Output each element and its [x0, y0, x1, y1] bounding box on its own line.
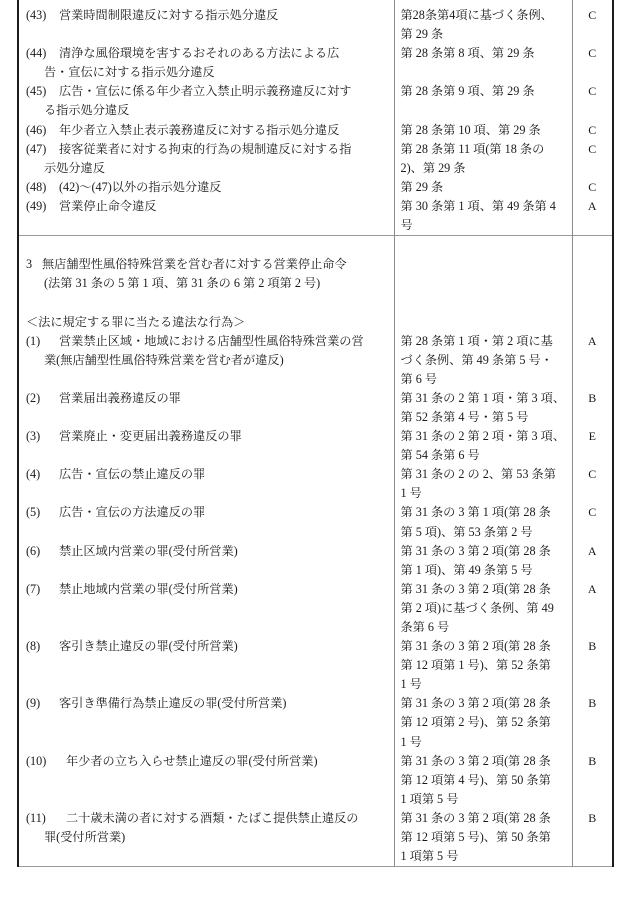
reference-line: 1 項第 5 号 [400, 791, 459, 806]
row-description [18, 752, 394, 809]
row-description [18, 121, 394, 140]
reference-line: 第 52 条第 4 号・第 5 号 [400, 409, 529, 424]
list-item [26, 752, 389, 771]
item-number: (45) [26, 84, 47, 99]
row-grade: C [572, 140, 613, 178]
reference-line: 第28条第4項に基づく条例、 [400, 8, 553, 22]
table-row [18, 44, 613, 82]
item-text: 年少者の立ち入らせ禁止違反の罪(受付所営業) [66, 753, 318, 768]
row-description [18, 465, 394, 503]
section-heading-reference [394, 236, 572, 332]
item-text: 営業時間制限違反に対する指示処分違反 [59, 8, 279, 22]
item-text: 禁止地域内営業の罪(受付所営業) [59, 581, 238, 596]
row-grade: C [572, 82, 613, 120]
bottom-rule-ref [394, 867, 572, 868]
row-reference [394, 542, 572, 580]
item-text: 営業廃止・変更届出義務違反の罪 [59, 429, 242, 444]
list-item [26, 6, 389, 25]
item-number: (1) [26, 333, 41, 348]
item-number: (8) [26, 639, 41, 654]
table-row [18, 121, 613, 140]
row-reference [394, 389, 572, 427]
table-row [18, 332, 613, 389]
item-number: (9) [26, 696, 41, 711]
table-row [18, 389, 613, 427]
table-row [18, 542, 613, 580]
item-number: (43) [26, 8, 47, 22]
reference-line: 第 28 条第 10 項、第 29 条 [400, 122, 541, 137]
list-item [26, 121, 389, 140]
item-text-cont: る指示処分違反 [44, 103, 130, 118]
item-text: 広告・宣伝に係る年少者立入禁止明示義務違反に対す [59, 84, 352, 99]
item-text-cont: 罪(受付所営業) [44, 830, 126, 845]
row-grade: B [572, 752, 613, 809]
table-row [18, 637, 613, 694]
item-text-cont: 業(無店舗型性風俗特殊営業を営む者が違反) [44, 352, 284, 367]
item-number: (6) [26, 543, 41, 558]
row-description [18, 82, 394, 120]
row-reference [394, 427, 572, 465]
reference-line: 第 28 条第 11 項(第 18 条の [400, 141, 545, 156]
row-grade: A [572, 542, 613, 580]
row-grade: A [572, 580, 613, 637]
reference-line: 2)、第 29 条 [400, 160, 466, 175]
list-item [26, 178, 389, 197]
reference-line: 第 12 項第 1 号)、第 52 条第 [400, 658, 551, 673]
reference-line: 第 12 項第 5 号)、第 50 条第 [400, 830, 551, 845]
row-grade: B [572, 809, 613, 867]
list-item [26, 809, 389, 828]
reference-line: 第 54 条第 6 号 [400, 448, 480, 463]
list-item [26, 197, 389, 216]
row-description [18, 809, 394, 867]
row-grade: A [572, 197, 613, 236]
reference-line: 第 31 条の 3 第 2 項(第 28 条 [400, 639, 551, 654]
row-reference [394, 82, 572, 120]
list-item [26, 332, 389, 351]
table-row [18, 694, 613, 751]
row-grade: B [572, 637, 613, 694]
row-description [18, 6, 394, 44]
reference-line: 1 項第 5 号 [400, 849, 459, 864]
row-reference [394, 6, 572, 44]
section-subheading: ＜法に規定する罪に当たる違法な行為＞ [26, 314, 246, 329]
row-reference [394, 503, 572, 541]
section-heading [26, 255, 389, 274]
reference-line: 第 31 条の 3 第 2 項(第 28 条 [400, 753, 551, 768]
table-row [18, 809, 613, 867]
item-text: 営業停止命令違反 [59, 198, 157, 213]
row-grade: C [572, 44, 613, 82]
item-number: (2) [26, 390, 41, 405]
item-text: 接客従業者に対する拘束的行為の規制違反に対する指 [59, 141, 352, 156]
row-description [18, 427, 394, 465]
row-reference [394, 580, 572, 637]
reference-line: 第 28 条第 1 項・第 2 項に基 [400, 333, 553, 348]
item-text: 客引き準備行為禁止違反の罪(受付所営業) [59, 696, 287, 711]
row-description [18, 580, 394, 637]
row-reference [394, 809, 572, 867]
item-number: (49) [26, 198, 47, 213]
reference-line: 第 31 条の 2 の 2、第 53 条第 [400, 467, 556, 482]
list-item [26, 694, 389, 713]
item-number: (46) [26, 122, 47, 137]
item-number: (7) [26, 581, 41, 596]
reference-line: 第 5 項)、第 53 条第 2 号 [400, 524, 533, 539]
reference-line: 号 [400, 218, 413, 233]
item-text: 客引き禁止違反の罪(受付所営業) [59, 639, 238, 654]
table-row [18, 580, 613, 637]
reference-line: 1 号 [400, 486, 422, 501]
list-item [26, 44, 389, 63]
reference-line: 第 31 条の 3 第 2 項(第 28 条 [400, 543, 551, 558]
table-row [18, 503, 613, 541]
table-row [18, 140, 613, 178]
reference-line: づく条例、第 49 条第 5 号・ [400, 352, 553, 367]
reference-line: 第 28 条第 9 項、第 29 条 [400, 84, 535, 99]
row-reference [394, 121, 572, 140]
row-reference [394, 694, 572, 751]
item-text: 営業届出義務違反の罪 [59, 390, 181, 405]
table-row [18, 752, 613, 809]
reference-line: 第 12 項第 2 号)、第 52 条第 [400, 715, 551, 730]
reference-line: 第 31 条の 3 第 2 項(第 28 条 [400, 696, 551, 711]
table-row [18, 197, 613, 236]
table-row [18, 427, 613, 465]
bottom-rule-grade [572, 867, 613, 868]
row-grade: C [572, 178, 613, 197]
item-text: 広告・宣伝の禁止違反の罪 [59, 467, 206, 482]
section-title: 無店舗型性風俗特殊営業を営む者に対する営業停止命令 [42, 257, 347, 272]
row-reference [394, 178, 572, 197]
row-reference [394, 637, 572, 694]
item-text-cont: 告・宣伝に対する指示処分違反 [44, 65, 215, 80]
item-text: 禁止区域内営業の罪(受付所営業) [59, 543, 238, 558]
item-text: 年少者立入禁止表示義務違反に対する指示処分違反 [59, 122, 340, 137]
reference-line: 第 29 条 [400, 179, 444, 194]
section-divider-row [18, 236, 613, 332]
reference-line: 第 2 項)に基づく条例、第 49 [400, 600, 554, 615]
reference-line: 条第 6 号 [400, 620, 450, 634]
list-item [26, 637, 389, 656]
reference-line: 第 1 項)、第 49 条第 5 号 [400, 562, 533, 577]
row-grade: B [572, 389, 613, 427]
reference-line: 第 31 条の 3 第 2 項(第 28 条 [400, 581, 551, 596]
list-item [26, 580, 389, 599]
list-item [26, 465, 389, 484]
item-number: (47) [26, 141, 47, 156]
item-number: (10) [26, 753, 47, 768]
row-reference [394, 140, 572, 178]
row-reference [394, 44, 572, 82]
table-row [18, 465, 613, 503]
item-number: (4) [26, 467, 41, 482]
row-grade: C [572, 503, 613, 541]
violation-reference-table [17, 0, 614, 867]
row-grade: B [572, 694, 613, 751]
list-item [26, 140, 389, 159]
list-item [26, 427, 389, 446]
reference-line: 第 31 条の 2 第 2 項・第 3 項、 [400, 429, 566, 444]
row-description [18, 542, 394, 580]
row-description [18, 637, 394, 694]
spacer-line [26, 236, 389, 255]
item-number: (48) [26, 179, 47, 194]
reference-line: 第 31 条の 2 第 1 項・第 3 項、 [400, 390, 566, 405]
table-body [18, 0, 613, 867]
table-bottom-rule [18, 867, 613, 868]
item-text: 清浄な風俗環境を害するおそれのある方法による広 [59, 46, 340, 61]
row-grade: C [572, 465, 613, 503]
row-grade: C [572, 121, 613, 140]
list-item [26, 82, 389, 101]
section-number: 3 [26, 257, 33, 272]
row-grade: A [572, 332, 613, 389]
row-description [18, 389, 394, 427]
table-row [18, 178, 613, 197]
row-description [18, 694, 394, 751]
item-number: (5) [26, 505, 41, 520]
reference-line: 第 12 項第 4 号)、第 50 条第 [400, 772, 551, 787]
row-description [18, 503, 394, 541]
list-item [26, 503, 389, 522]
item-number: (11) [26, 810, 46, 825]
reference-line: 第 6 号 [400, 371, 438, 386]
row-reference [394, 197, 572, 236]
row-grade: E [572, 427, 613, 465]
list-item [26, 542, 389, 561]
row-description [18, 44, 394, 82]
item-text: 営業禁止区域・地域における店舗型性風俗特殊営業の営 [59, 333, 364, 348]
reference-line: 第 29 条 [400, 27, 444, 42]
item-number: (44) [26, 46, 47, 61]
reference-line: 第 28 条第 8 項、第 29 条 [400, 46, 535, 61]
item-text: 二十歳未満の者に対する酒類・たばこ提供禁止違反の [66, 810, 359, 825]
table-row [18, 6, 613, 44]
row-description [18, 178, 394, 197]
row-reference [394, 465, 572, 503]
reference-line: 第 30 条第 1 項、第 49 条第 4 [400, 198, 556, 213]
row-reference [394, 752, 572, 809]
item-text: (42)〜(47)以外の指示処分違反 [59, 179, 222, 194]
reference-line: 1 号 [400, 734, 422, 749]
section-legal-basis: (法第 31 条の 5 第 1 項、第 31 条の 6 第 2 項第 2 号) [44, 276, 321, 291]
item-number: (3) [26, 429, 41, 444]
reference-line: 第 31 条の 3 第 1 項(第 28 条 [400, 505, 551, 520]
bottom-rule-desc [18, 867, 394, 868]
reference-line: 1 号 [400, 677, 422, 692]
section-heading-cell [18, 236, 394, 332]
reference-line: 第 31 条の 3 第 2 項(第 28 条 [400, 810, 551, 825]
item-text: 広告・宣伝の方法違反の罪 [59, 505, 206, 520]
section-heading-grade [572, 236, 613, 332]
list-item [26, 389, 389, 408]
row-description [18, 197, 394, 236]
row-grade: C [572, 6, 613, 44]
item-text-cont: 示処分違反 [44, 160, 105, 175]
row-description [18, 332, 394, 389]
spacer-line [26, 293, 389, 312]
row-reference [394, 332, 572, 389]
row-description [18, 140, 394, 178]
table-row [18, 82, 613, 120]
